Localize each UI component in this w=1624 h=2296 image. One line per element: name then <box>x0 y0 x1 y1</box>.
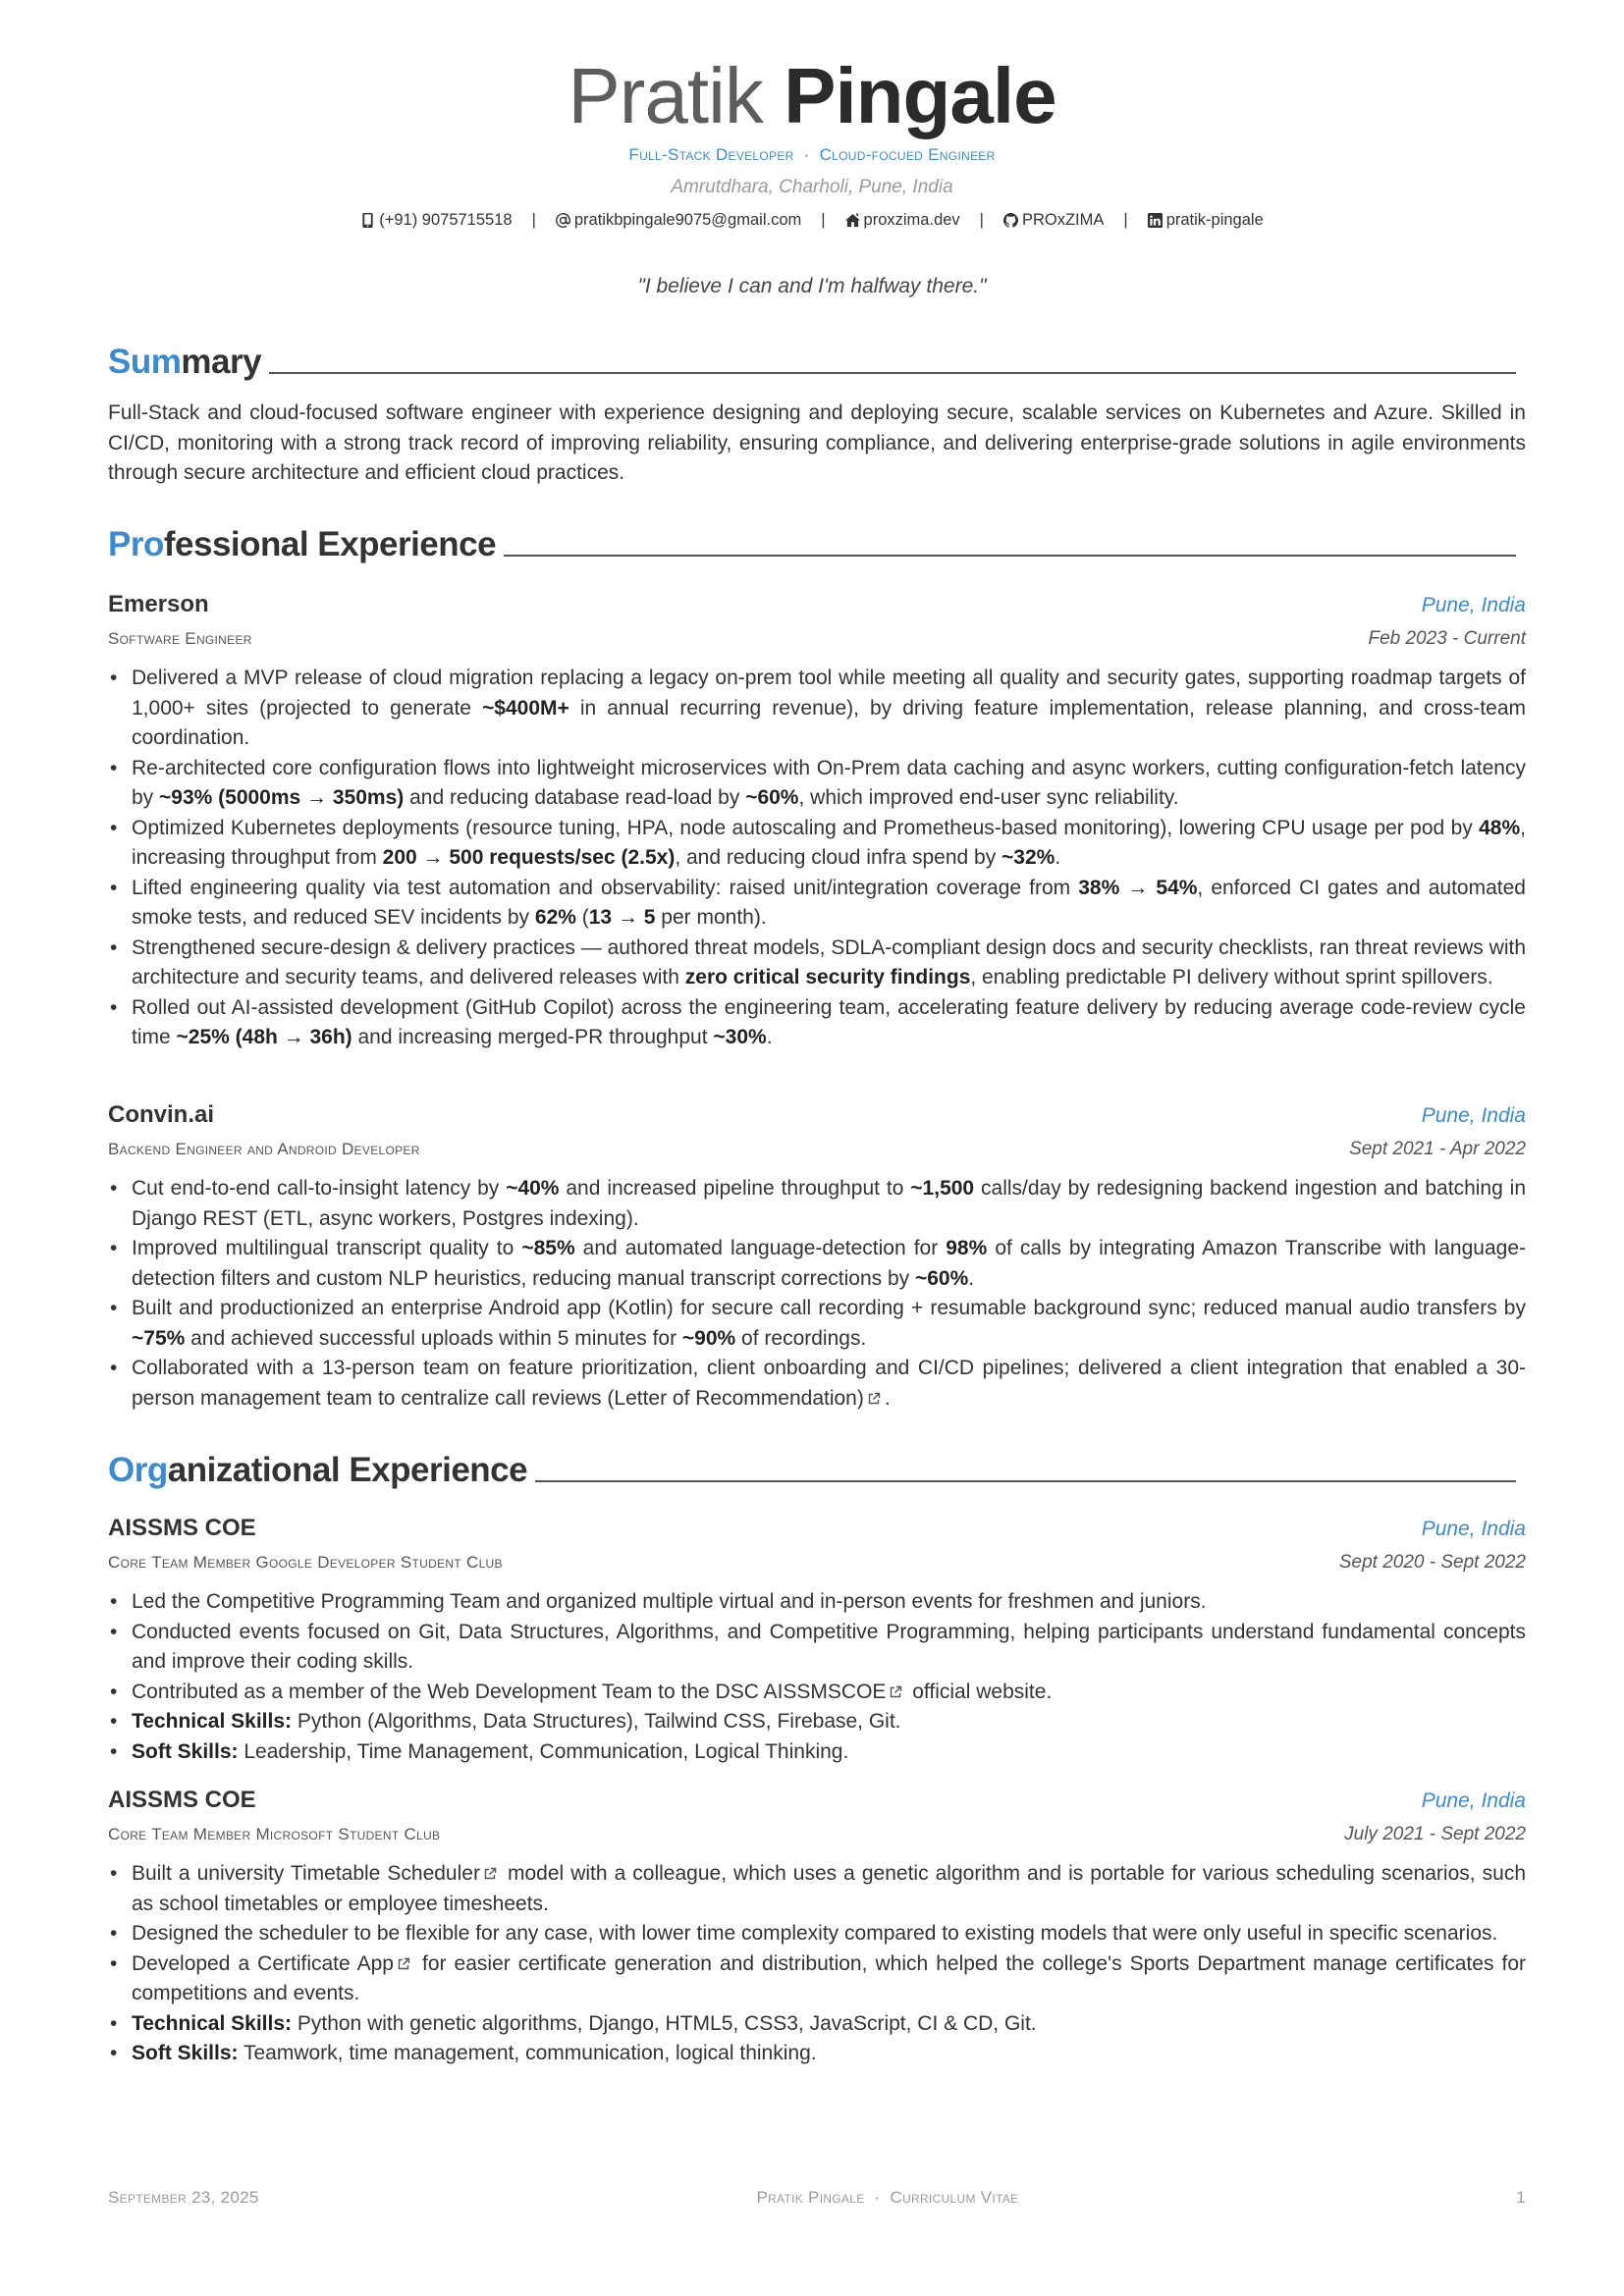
bullet-text: model with a colleague, which uses a genetic algorithm and is portable for various scheduling scenarios, such as school timetables or employee timesheets. <box>132 1862 1526 1915</box>
job-role: Software Engineer <box>108 629 252 648</box>
bullet-text: Strengthened secure-design & delivery practices — authored threat models, SDLA-compliant design docs and security checklists, ran threat reviews with architecture and security teams, and delivered releases with <box>132 935 1526 988</box>
bullet-text: per month). <box>655 906 767 929</box>
phone-number: (+91) 9075715518 <box>379 211 513 229</box>
bullet-item <box>108 1737 1526 1768</box>
bullet-text: . <box>968 1266 975 1290</box>
experience-entry <box>108 591 1526 1053</box>
bullet-text: , and reducing cloud infra spend by <box>675 846 1002 869</box>
highlight-text: ~$400M+ <box>482 696 569 720</box>
github-username: PROxZIMA <box>1021 211 1105 229</box>
github-icon <box>1003 213 1018 228</box>
bullet-item <box>108 814 1526 874</box>
bullet-item <box>108 1294 1526 1354</box>
bullet-text: Collaborated with a 13-person team on feature prioritization, client onboarding and CI/CD pipelines; delivered a client integration that enabled a 30-person management team to centralize call reviews (Letter of Recommendation) <box>132 1357 1526 1410</box>
position-1: Full-Stack Developer <box>628 145 794 164</box>
bullet-text: Python (Algorithms, Data Structures), Tailwind CSS, Firebase, Git. <box>292 1710 901 1733</box>
personal-quote: "I believe I can and I'm halfway there." <box>637 275 987 297</box>
bullet-item <box>108 664 1526 754</box>
section-divider <box>504 555 1516 557</box>
bullet-text: Optimized Kubernetes deployments (resource tuning, HPA, node autoscaling and Prometheus-based monitoring), lowering CPU usage per pod by <box>132 816 1480 839</box>
bullet-list <box>108 1587 1526 1767</box>
highlight-text: Technical Skills: <box>132 1710 293 1733</box>
job-role: Core Team Member Microsoft Student Club <box>108 1825 441 1843</box>
at-sign-icon <box>556 213 570 228</box>
bullet-list <box>108 664 1526 1053</box>
location: Pune, India <box>1421 594 1526 616</box>
bullet-text: Re-architected core configuration flows into lightweight microservices with On-Prem data caching and async workers, cutting configuration-fetch latency by <box>132 756 1526 809</box>
bullet-list <box>108 1859 1526 2069</box>
organization-name: AISSMS COE <box>108 1787 256 1813</box>
summary-text: Full-Stack and cloud-focused software engineer with experience designing and deploying secure, scalable services on Kubernetes and Azure. Skilled in CI/CD, monitoring with a strong track record of improving reliability, ensuring compliance, and delivering enterprise-grade solutions in agile environments through secure architecture and efficient cloud practices. <box>108 401 1526 484</box>
resume-header <box>0 49 1624 232</box>
footer-date: September 23, 2025 <box>108 2188 259 2207</box>
home-icon <box>845 213 860 228</box>
bullet-text: Conducted events focused on Git, Data Structures, Algorithms, and Competitive Programming, helping participants understand fundamental concepts and improve their coding skills. <box>132 1620 1526 1673</box>
bullet-text: Rolled out AI-assisted development (GitHub Copilot) across the engineering team, accelerating feature delivery by reducing average code-review cycle time <box>132 995 1526 1048</box>
contact-separator: | <box>979 211 984 229</box>
bullet-item <box>108 874 1526 934</box>
bullet-text: Contributed as a member of the Web Development Team to the DSC AISSMSCOE <box>132 1680 887 1703</box>
contact-separator: | <box>821 211 826 229</box>
highlight-text: ~60% <box>914 1266 969 1290</box>
entry-header <box>108 1101 1526 1139</box>
entry-subheader <box>108 628 1526 664</box>
organization-entry <box>108 1515 1526 1767</box>
location: Pune, India <box>1421 1789 1526 1812</box>
date-range: Sept 2021 - Apr 2022 <box>1349 1139 1526 1159</box>
contact-phone[interactable] <box>360 208 512 232</box>
bullet-text: official website. <box>906 1680 1053 1703</box>
bullet-text: Leadership, Time Management, Communication, Logical Thinking. <box>238 1739 849 1763</box>
highlight-text: 13 → 5 <box>588 906 656 929</box>
highlight-text: zero critical security findings <box>684 966 971 988</box>
bullet-item <box>108 1859 1526 1919</box>
last-name: Pingale <box>784 52 1056 139</box>
highlight-text: ~25% (48h → 36h) <box>176 1026 352 1048</box>
highlight-text: 38% → 54% <box>1078 876 1198 899</box>
address: Amrutdhara, Charholi, Pune, India <box>671 177 953 197</box>
bullet-item <box>108 2039 1526 2069</box>
contact-website[interactable] <box>845 208 960 232</box>
organization-entry <box>108 1787 1526 2069</box>
first-name: Pratik <box>568 52 763 139</box>
bullet-text: Built a university Timetable Scheduler <box>132 1862 480 1885</box>
entry-header <box>108 1787 1526 1824</box>
highlight-text: ~93% (5000ms → 350ms) <box>159 786 405 809</box>
external-link-icon[interactable] <box>867 1385 881 1399</box>
bullet-item <box>108 2009 1526 2040</box>
highlight-text: ~60% <box>745 786 799 809</box>
highlight-text: ~30% <box>713 1026 767 1048</box>
bullet-text: and reducing database read-load by <box>404 786 746 809</box>
contact-github[interactable] <box>1003 208 1104 232</box>
bullet-text: Lifted engineering quality via test automation and observability: raised unit/integration coverage from <box>132 876 1079 899</box>
mobile-phone-icon <box>360 213 375 228</box>
bullet-text: and increased pipeline throughput to <box>559 1177 911 1200</box>
section-organizational-heading <box>108 1450 1522 1491</box>
bullet-item <box>108 1678 1526 1708</box>
location: Pune, India <box>1421 1104 1526 1127</box>
highlight-text: ~32% <box>1001 846 1056 869</box>
bullet-text: and automated language-detection for <box>574 1237 947 1259</box>
highlight-text: ~85% <box>521 1237 575 1259</box>
position-separator: · <box>803 145 810 164</box>
linkedin-username: pratik-pingale <box>1165 211 1264 229</box>
bullet-item <box>108 1949 1526 2009</box>
bullet-text: . <box>766 1026 773 1048</box>
bullet-list <box>108 1174 1526 1414</box>
position-2: Cloud-focued Engineer <box>819 145 996 164</box>
entry-subheader <box>108 1139 1526 1174</box>
bullet-text: , increasing throughput from <box>132 816 1526 869</box>
date-range: Feb 2023 - Current <box>1368 628 1526 649</box>
organization-name: AISSMS COE <box>108 1515 256 1541</box>
bullet-text: in annual recurring revenue), by driving feature implementation, release planning, and cross-team coordination. <box>132 696 1526 749</box>
bullet-item <box>108 754 1526 814</box>
bullet-item <box>108 1234 1526 1294</box>
bullet-text: Delivered a MVP release of cloud migration replacing a legacy on-prem tool while meeting all quality and security gates, supporting roadmap targets of 1,000+ sites (projected to generate <box>132 667 1526 720</box>
bullet-item <box>108 1174 1526 1234</box>
highlight-text: 62% <box>534 906 576 929</box>
date-range: July 2021 - Sept 2022 <box>1344 1824 1526 1844</box>
contact-separator: | <box>531 211 536 229</box>
contact-bar <box>0 208 1624 232</box>
bullet-text: calls/day by redesigning backend ingestion and batching in Django REST (ETL, async workers, Postgres indexing). <box>132 1177 1527 1230</box>
contact-linkedin[interactable] <box>1148 208 1264 232</box>
full-name <box>0 49 1624 143</box>
section-title: Professional Experience <box>108 525 497 563</box>
section-title: Organizational Experience <box>108 1451 528 1489</box>
bullet-text: of recordings. <box>735 1326 867 1350</box>
bullet-text: Improved multilingual transcript quality to <box>132 1237 522 1259</box>
bullet-text: for easier certificate generation and distribution, which helped the college's Sports Department manage certificates for competitions and events. <box>132 1951 1526 2004</box>
highlight-text: 200 → 500 requests/sec (2.5x) <box>382 846 676 869</box>
entry-subheader <box>108 1552 1526 1587</box>
section-summary-heading <box>108 342 1522 383</box>
highlight-text: Soft Skills: <box>132 1739 239 1763</box>
bullet-item <box>108 1618 1526 1678</box>
bullet-text: Python with genetic algorithms, Django, HTML5, CSS3, JavaScript, CI & CD, Git. <box>292 2011 1037 2035</box>
website-link: proxzima.dev <box>863 211 960 229</box>
linkedin-icon <box>1148 213 1163 228</box>
external-link-icon[interactable] <box>889 1679 902 1692</box>
highlight-text: ~90% <box>681 1326 736 1350</box>
bullet-text: Developed a Certificate App <box>132 1951 394 1975</box>
highlight-text: Soft Skills: <box>132 2042 239 2064</box>
highlight-text: ~1,500 <box>910 1177 975 1200</box>
location: Pune, India <box>1421 1518 1526 1540</box>
organization-name: Convin.ai <box>108 1101 215 1128</box>
bullet-text: , which improved end-user sync reliability. <box>798 786 1179 809</box>
bullet-item <box>108 1707 1526 1737</box>
job-role: Backend Engineer and Android Developer <box>108 1140 420 1158</box>
page-number: 1 <box>1516 2188 1526 2207</box>
contact-separator: | <box>1123 211 1128 229</box>
job-positions <box>0 143 1624 167</box>
highlight-text: 98% <box>946 1237 988 1259</box>
highlight-text: ~75% <box>132 1326 186 1350</box>
bullet-text: . <box>1055 846 1061 869</box>
section-professional-heading <box>108 524 1522 565</box>
bullet-text: . <box>884 1386 891 1410</box>
bullet-item <box>108 1354 1526 1414</box>
entry-header <box>108 1515 1526 1552</box>
bullet-text: and increasing merged-PR throughput <box>352 1026 714 1048</box>
date-range: Sept 2020 - Sept 2022 <box>1338 1552 1526 1573</box>
bullet-text: Built and productionized an enterprise Android app (Kotlin) for secure call recording + resumable background sync; reduced manual audio transfers by <box>132 1297 1526 1319</box>
bullet-text: , enforced CI gates and automated smoke tests, and reduced SEV incidents by <box>132 876 1526 929</box>
bullet-text: of calls by integrating Amazon Transcribe with language-detection filters and custom NLP heuristics, reducing manual transcript corrections by <box>132 1237 1527 1290</box>
section-title: Summary <box>108 343 262 381</box>
highlight-text: 48% <box>1479 816 1521 839</box>
bullet-text: Led the Competitive Programming Team and organized multiple virtual and in-person events for freshmen and juniors. <box>132 1590 1207 1613</box>
external-link-icon[interactable] <box>483 1860 497 1874</box>
email-address: pratikbpingale9075@gmail.com <box>573 211 802 229</box>
external-link-icon[interactable] <box>397 1950 410 1964</box>
section-divider <box>535 1480 1516 1482</box>
bullet-text: Designed the scheduler to be flexible for any case, with lower time complexity compared to existing models that were only useful in specific scenarios. <box>132 1922 1498 1945</box>
bullet-item <box>108 993 1526 1053</box>
section-divider <box>269 372 1516 374</box>
footer-title: Pratik Pingale · Curriculum Vitae <box>756 2188 1019 2207</box>
organization-name: Emerson <box>108 591 209 617</box>
experience-entry <box>108 1101 1526 1414</box>
highlight-text: Technical Skills: <box>132 2011 293 2035</box>
bullet-text: Cut end-to-end call-to-insight latency by <box>132 1177 507 1200</box>
bullet-item <box>108 934 1526 993</box>
bullet-text: ( <box>575 906 589 929</box>
bullet-text: and achieved successful uploads within 5 minutes for <box>185 1326 682 1350</box>
contact-email[interactable] <box>556 208 801 232</box>
bullet-item <box>108 1587 1526 1618</box>
entry-header <box>108 591 1526 628</box>
highlight-text: ~40% <box>506 1177 560 1200</box>
job-role: Core Team Member Google Developer Student Club <box>108 1553 503 1572</box>
bullet-text: , enabling predictable PI delivery without sprint spillovers. <box>970 966 1493 988</box>
page-footer <box>108 2188 1526 2208</box>
entry-subheader <box>108 1824 1526 1859</box>
bullet-item <box>108 1919 1526 1949</box>
bullet-text: Teamwork, time management, communication, logical thinking. <box>238 2042 817 2064</box>
